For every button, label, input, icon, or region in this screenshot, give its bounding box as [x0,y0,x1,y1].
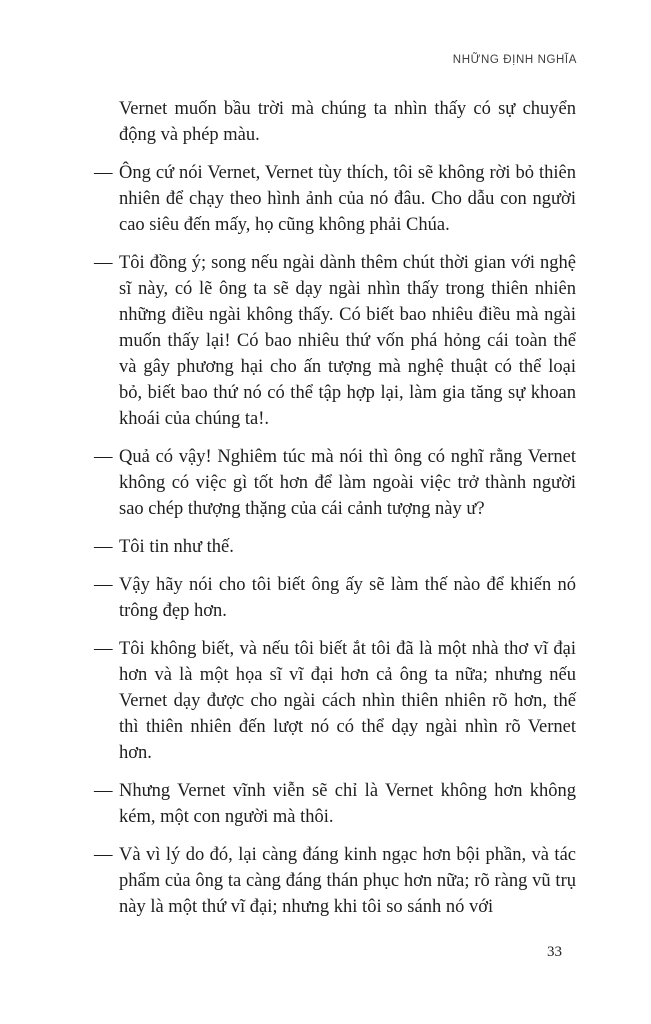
dialogue-dash: — [94,163,113,183]
page-content [94,96,576,932]
running-header: NHỮNG ĐỊNH NGHĨA [452,54,577,66]
dialogue-dash: — [94,845,113,865]
dialogue-dash: — [94,575,113,595]
dialogue-dash: — [94,537,113,557]
paragraph-text: Ông cứ nói Vernet, Vernet tùy thích, tôi sẽ không rời bỏ thiên nhiên để chạy theo hình ảnh của nó đâu. Cho dẫu con người cao siêu đến mấy, họ cũng không phải Chúa. [119,163,576,235]
paragraph [94,96,576,148]
paragraph-text: Vậy hãy nói cho tôi biết ông ấy sẽ làm thế nào để khiến nó trông đẹp hơn. [119,575,576,621]
paragraph [94,534,576,560]
paragraph [94,778,576,830]
paragraph-text: Tôi tin như thế. [119,537,234,557]
paragraph [94,636,576,766]
dialogue-dash: — [94,447,113,467]
page-number: 33 [547,944,562,960]
paragraph [94,842,576,920]
paragraph-text: Vernet muốn bầu trời mà chúng ta nhìn thấy có sự chuyển động và phép màu. [119,99,576,145]
paragraph-text: Và vì lý do đó, lại càng đáng kinh ngạc hơn bội phần, và tác phẩm của ông ta càng đáng thán phục hơn nữa; rõ ràng vũ trụ này là một thứ vĩ đại; nhưng khi tôi so sánh nó với [119,845,576,917]
paragraph-text: Tôi đồng ý; song nếu ngài dành thêm chút thời gian với nghệ sĩ này, có lẽ ông ta sẽ dạy ngài nhìn thấy trong thiên nhiên những điều ngài không thấy. Có biết bao nhiêu điều mà ngài muốn thấy lại! Có bao nhiêu thứ vốn phá hỏng cái toàn thể và gây phương hại cho ấn tượng mà nghệ thuật có thể loại bỏ, biết bao thứ nó có thể tập hợp lại, làm gia tăng sự khoan khoái của chúng ta!. [119,253,576,429]
paragraph [94,160,576,238]
paragraph-text: Quả có vậy! Nghiêm túc mà nói thì ông có nghĩ rằng Vernet không có việc gì tốt hơn để làm ngoài việc trở thành người sao chép thượng thặng của cái cảnh tượng này ư? [119,447,576,519]
dialogue-dash: — [94,639,113,659]
dialogue-dash: — [94,781,113,801]
paragraph [94,250,576,432]
paragraph [94,572,576,624]
paragraph-text: Nhưng Vernet vĩnh viễn sẽ chỉ là Vernet không hơn không kém, một con người mà thôi. [119,781,576,827]
paragraph [94,444,576,522]
paragraph-text: Tôi không biết, và nếu tôi biết ắt tôi đã là một nhà thơ vĩ đại hơn và là một họa sĩ vĩ đại hơn cả ông ta nữa; nhưng nếu Vernet dạy được cho ngài cách nhìn thiên nhiên rõ hơn, thế thì thiên nhiên đến lượt nó có thể dạy ngài nhìn rõ Vernet hơn. [119,639,576,763]
dialogue-dash: — [94,253,113,273]
